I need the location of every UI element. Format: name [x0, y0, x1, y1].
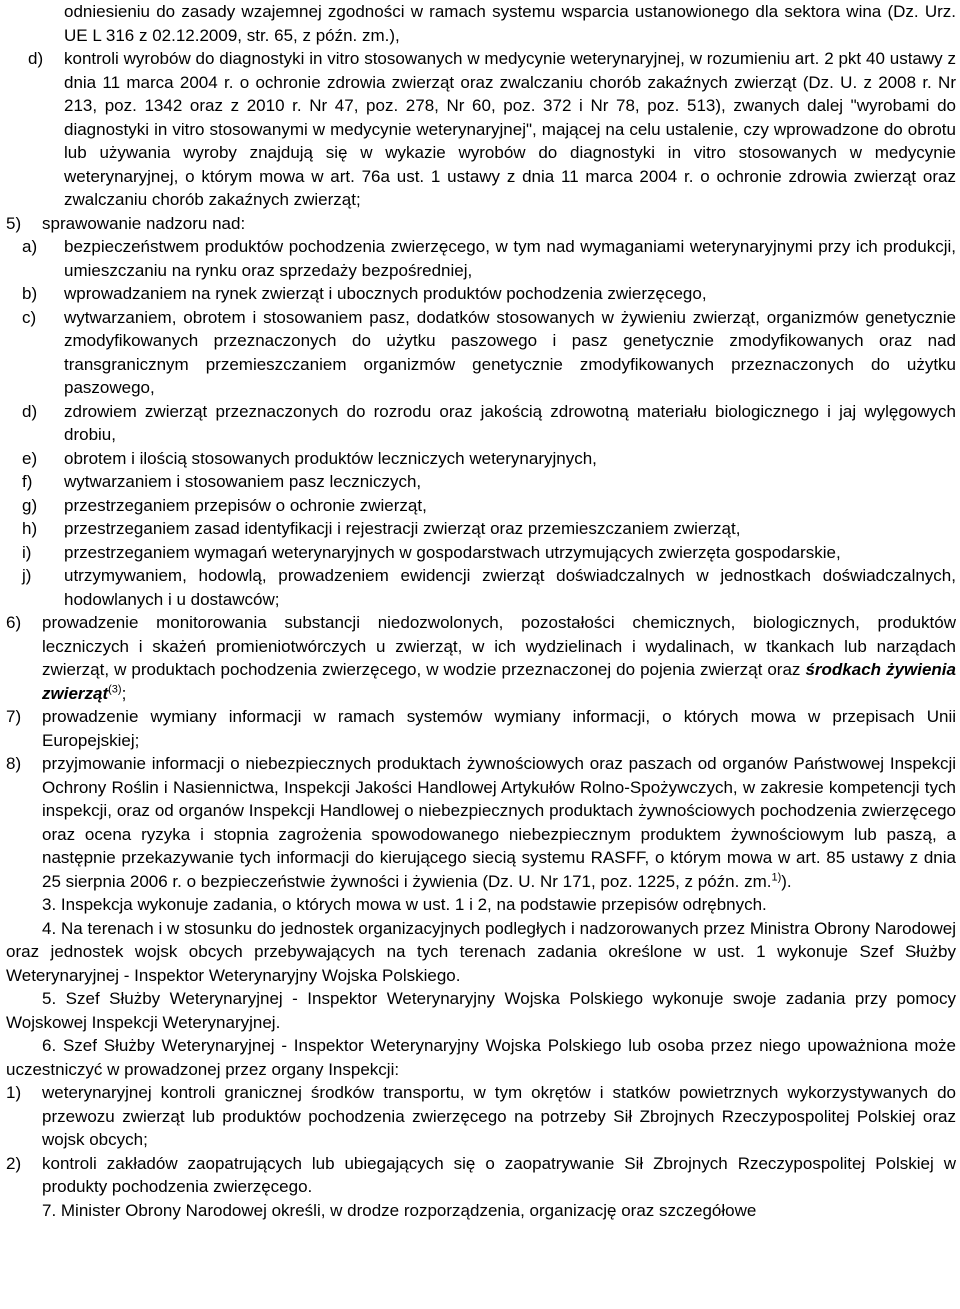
list-label: 7)	[6, 707, 22, 726]
list-text: weterynaryjnej kontroli granicznej środków transportu, w tym okrętów i statków powietrznych wykorzystywanych do przewozu zwierząt lub produktów pochodzenia zwierzęcego na potrzeby Sił Zbrojnych Rzeczypospolitej Polskiej oraz wojsk obcych;	[42, 1083, 956, 1149]
paragraph-6: 6. Szef Służby Weterynaryjnej - Inspektor Weterynaryjny Wojska Polskiego lub osoba przez niego upoważniona może uczestniczyć w prowadzonej przez organy Inspekcji:	[6, 1036, 956, 1079]
list-label: g)	[22, 495, 38, 515]
list-label: 6)	[6, 613, 22, 632]
list-label: c)	[22, 307, 37, 327]
list-label: i)	[22, 542, 32, 562]
list-text: przestrzeganiem przepisów o ochronie zwierząt,	[64, 495, 427, 515]
list-label: h)	[22, 519, 38, 538]
list-item-4d	[6, 47, 956, 212]
list-text: zdrowiem zwierząt przeznaczonych do rozrodu oraz jakością zdrowotną materiału biologicznego i jaj wylęgowych drobiu,	[64, 401, 956, 444]
list-text: bezpieczeństwem produktów pochodzenia zwierzęcego, w tym nad wymaganiami weterynaryjnymi przy ich produkcji, umieszczaniu na rynku oraz sprzedaży bezpośredniej,	[64, 237, 956, 280]
list-item-5	[6, 212, 956, 236]
list-label: d)	[22, 401, 38, 421]
list-text: sprawowanie nadzoru nad:	[42, 213, 246, 233]
list-item	[6, 1081, 956, 1152]
list-text	[42, 611, 956, 705]
footnote-ref: (3)	[108, 682, 122, 695]
list-label: b)	[22, 284, 38, 303]
paragraph-3: 3. Inspekcja wykonuje zadania, o których mowa w ust. 1 i 2, na podstawie przepisów odrębnych.	[42, 895, 767, 914]
list-text-end: ).	[781, 871, 792, 891]
list-text: przestrzeganiem zasad identyfikacji i rejestracji zwierząt oraz przemieszczaniem zwierząt,	[64, 519, 741, 538]
list-item	[6, 494, 956, 518]
list-item	[6, 1152, 956, 1199]
list-item	[6, 306, 956, 400]
continuation-text: odniesieniu do zasady wzajemnej zgodności w ramach systemu wsparcia ustanowionego dla sektora wina (Dz. Urz. UE L 316 z 02.12.2009, str. 65, z późn. zm.),	[64, 2, 956, 45]
paragraph-7: 7. Minister Obrony Narodowej określi, w drodze rozporządzenia, organizację oraz szczegółowe	[42, 1200, 757, 1220]
list-text	[42, 752, 956, 893]
list-label: f)	[22, 472, 33, 491]
list-label: 8)	[6, 754, 22, 773]
paragraph-4: 4. Na terenach i w stosunku do jednostek organizacyjnych podległych i nadzorowanych przez Ministra Obrony Narodowej oraz jednostek wojsk obcych przebywających na tych terenach zadania określone w ust. 1 wykonuje Szef Służby Weterynaryjnej - Inspektor Weterynaryjny Wojska Polskiego.	[6, 918, 956, 985]
list-label: d)	[28, 49, 44, 68]
list-item	[6, 235, 956, 282]
list-text: wytwarzaniem i stosowaniem pasz leczniczych,	[64, 472, 422, 491]
list-text: kontroli wyrobów do diagnostyki in vitro stosowanych w medycynie weterynaryjnej, w rozumieniu art. 2 pkt 40 ustawy z dnia 11 marca 2004 r. o ochronie zdrowia zwierząt oraz zwalczaniu chorób zakaźnych zwierząt (Dz. U. z 2008 r. Nr 213, poz. 1342 oraz z 2010 r. Nr 47, poz. 278, Nr 60, poz. 372 i Nr 78, poz. 513), zwanych dalej "wyrobami do diagnostyki in vitro stosowanymi w medycynie weterynaryjnej", mającej na celu ustalenie, czy wprowadzone do obrotu lub używania wyroby znajdują się w wykazie wyrobów do diagnostyki in vitro stosowanych w medycynie weterynaryjnej, o którym mowa w art. 76a ust. 1 ustawy z dnia 11 marca 2004 r. o ochronie zdrowia zwierząt oraz zwalczaniu chorób zakaźnych zwierząt;	[64, 49, 956, 209]
list-text-end: ;	[121, 683, 127, 703]
list-text: obrotem i ilością stosowanych produktów leczniczych weterynaryjnych,	[64, 448, 597, 468]
list-item	[6, 470, 956, 494]
list-text-main: prowadzenie monitorowania substancji niedozwolonych, pozostałości chemicznych, biologicznych, produktów leczniczych i skażeń promieniotwórczych u zwierząt, w ich wydzielinach i wydalinach, w tkankach lub narządach zwierząt, w produktach pochodzenia zwierzęcego, w wodzie przeznaczonej do pojenia zwierząt oraz	[42, 613, 956, 679]
list-label: a)	[22, 237, 38, 256]
sublist-5	[6, 235, 956, 611]
list-text: wprowadzaniem na rynek zwierząt i ubocznych produktów pochodzenia zwierzęcego,	[64, 284, 707, 303]
list-item	[6, 517, 956, 541]
list-label: e)	[22, 448, 38, 468]
list-text: wytwarzaniem, obrotem i stosowaniem pasz, dodatków stosowanych w żywieniu zwierząt, organizmów genetycznie zmodyfikowanych przeznaczonych do użytku paszowego i pasz genetycznie zmodyfikowanych oraz nad transgranicznym przemieszczaniem organizmów genetycznie zmodyfikowanych przeznaczonych do użytku paszowego,	[64, 307, 956, 397]
list-text: kontroli zakładów zaopatrujących lub ubiegających się o zaopatrywanie Sił Zbrojnych Rzeczypospolitej Polskiej w produkty pochodzenia zwierzęcego.	[42, 1153, 956, 1196]
list-item-8	[6, 752, 956, 893]
list-label: j)	[22, 566, 32, 585]
paragraph-5: 5. Szef Służby Weterynaryjnej - Inspektor Weterynaryjny Wojska Polskiego wykonuje swoje zadania przy pomocy Wojskowej Inspekcji Weterynaryjnej.	[6, 989, 956, 1032]
list-item	[6, 282, 956, 306]
list-item	[6, 564, 956, 611]
list-item	[6, 447, 956, 471]
list-item-7	[6, 705, 956, 752]
footnote-ref: 1)	[771, 870, 782, 883]
list-label: 1)	[6, 1083, 22, 1102]
list-item	[6, 541, 956, 565]
list-label: 2)	[6, 1153, 22, 1173]
list-label: 5)	[6, 213, 22, 233]
list-text: utrzymywaniem, hodowlą, prowadzeniem ewidencji zwierząt doświadczalnych w jednostkach doświadczalnych, hodowlanych i u dostawców;	[64, 566, 956, 609]
sublist-6	[6, 1081, 956, 1199]
list-item-6	[6, 611, 956, 705]
list-text-main: przyjmowanie informacji o niebezpiecznych produktach żywnościowych oraz paszach od organów Państwowej Inspekcji Ochrony Roślin i Nasiennictwa, Inspekcji Jakości Handlowej Artykułów Rolno-Spożywczych, w zakresie kompetencji tych inspekcji, oraz od organów Inspekcji Handlowej o niebezpiecznych produktach żywnościowych pochodzenia zwierzęcego oraz ocena ryzyka i stopnia zagrożenia spowodowanego niebezpiecznym produktem żywnościowym lub paszą, a następnie przekazywanie tych informacji do kierującego siecią systemu RASFF, o którym mowa w art. 85 ustawy z dnia 25 sierpnia 2006 r. o bezpieczeństwie żywności i żywienia (Dz. U. Nr 171, poz. 1225, z późn. zm.	[42, 754, 956, 891]
list-text: prowadzenie wymiany informacji w ramach systemów wymiany informacji, o których mowa w przepisach Unii Europejskiej;	[42, 707, 956, 750]
list-item	[6, 400, 956, 447]
list-text: przestrzeganiem wymagań weterynaryjnych w gospodarstwach utrzymujących zwierzęta gospodarskie,	[64, 542, 841, 562]
emphasis-text: środkach żywienia zwierząt	[42, 660, 956, 703]
